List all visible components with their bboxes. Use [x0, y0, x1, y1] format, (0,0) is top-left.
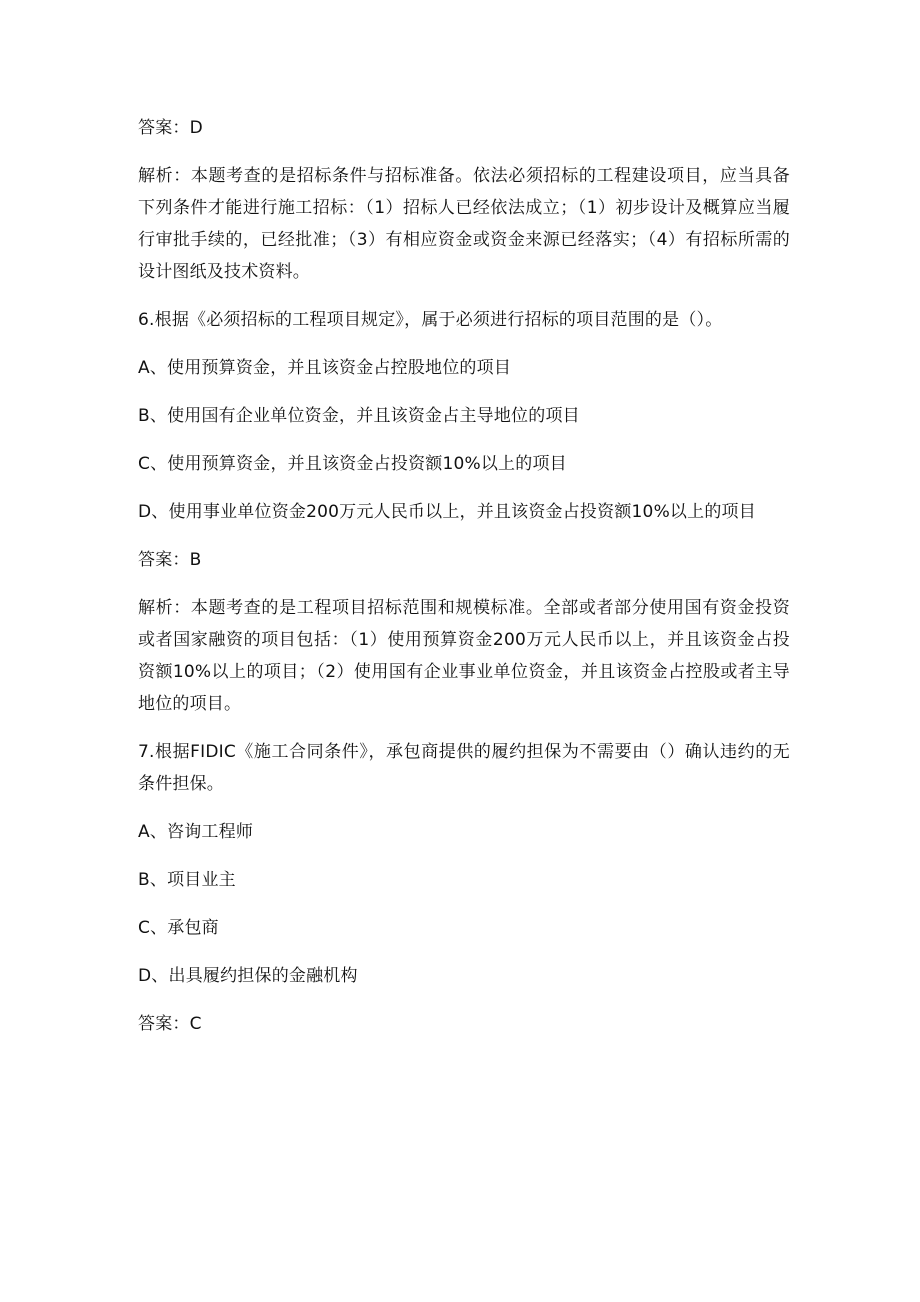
explanation-paragraph: 解析：本题考查的是招标条件与招标准备。依法必须招标的工程建设项目，应当具备下列条件才能进行施工招标：（1）招标人已经依法成立；（1）初步设计及概算应当履行审批手续的，已经批准；（3）有相应资金或资金来源已经落实；（4）有招标所需的设计图纸及技术资料。 — [138, 166, 790, 282]
option-b: B、项目业主 — [138, 870, 236, 890]
question-text: 7.根据FIDIC《施工合同条件》，承包商提供的履约担保为不需要由（）确认违约的无条件担保。 — [138, 742, 790, 794]
answer-line: 答案：B — [138, 550, 202, 570]
question-text: 6.根据《必须招标的工程项目规定》，属于必须进行招标的项目范围的是（）。 — [138, 310, 723, 330]
option-c: C、承包商 — [138, 918, 219, 938]
option-b: B、使用国有企业单位资金，并且该资金占主导地位的项目 — [138, 406, 580, 426]
explanation-paragraph: 解析：本题考查的是工程项目招标范围和规模标准。全部或者部分使用国有资金投资或者国家融资的项目包括：（1）使用预算资金200万元人民币以上，并且该资金占投资额10%以上的项目；（2）使用国有企业事业单位资金，并且该资金占控股或者主导地位的项目。 — [138, 598, 790, 714]
option-d: D、使用事业单位资金200万元人民币以上，并且该资金占投资额10%以上的项目 — [138, 502, 756, 522]
option-a: A、咨询工程师 — [138, 822, 254, 842]
option-c: C、使用预算资金，并且该资金占投资额10%以上的项目 — [138, 454, 567, 474]
answer-line: 答案：D — [138, 118, 203, 138]
option-d: D、出具履约担保的金融机构 — [138, 966, 358, 986]
document-page — [138, 112, 790, 1056]
answer-line: 答案：C — [138, 1014, 202, 1034]
option-a: A、使用预算资金，并且该资金占控股地位的项目 — [138, 358, 512, 378]
